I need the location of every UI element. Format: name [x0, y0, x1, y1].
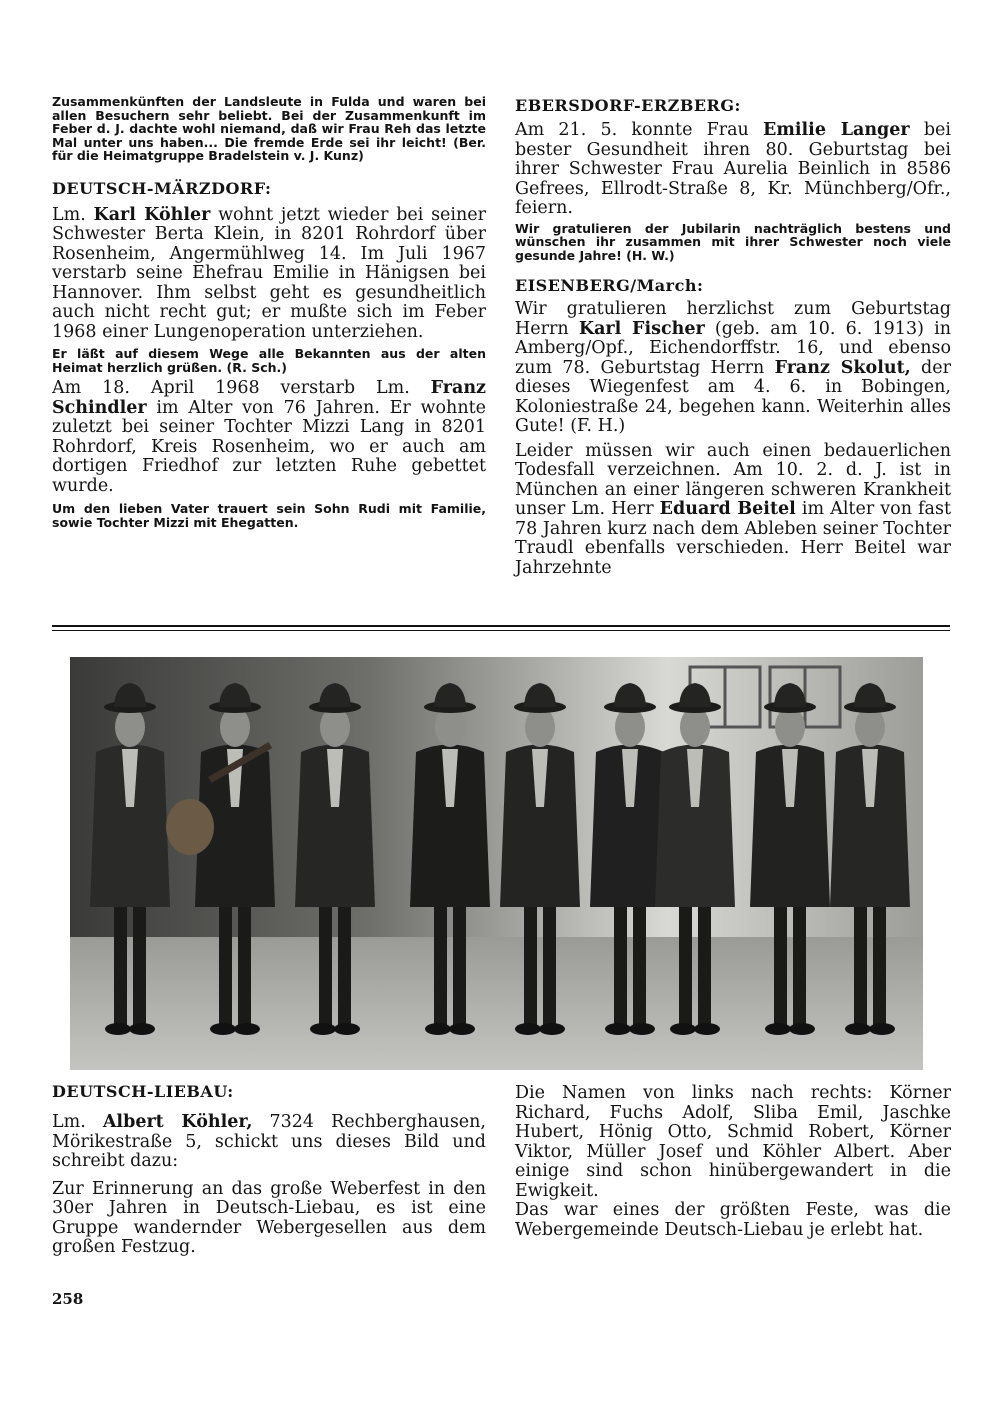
- liebau-paragraph-2: Zur Erinnerung an das große Weberfest in den 30er Jahren in Deutsch-Liebau, es ist eine Gruppe wandernder Webergesellen aus dem großen Festzug.: [52, 1178, 486, 1257]
- section-divider: [52, 625, 950, 627]
- name-karl-koehler: Karl Köhler: [93, 204, 211, 225]
- heading-deutsch-liebau: DEUTSCH-LIEBAU:: [52, 1082, 234, 1101]
- heading-eisenberg-march: EISENBERG/March:: [515, 276, 704, 295]
- name-franz-skolut: Franz Skolut,: [774, 357, 911, 378]
- left-top-column: [52, 95, 486, 529]
- section-divider-thin: [52, 630, 950, 631]
- ebersdorf-paragraph-2: Wir gratulieren der Jubilarin nachträglich bestens und wünschen ihr zusammen mit ihrer Schwester noch viele gesunde Jahre! (H. W.): [515, 220, 951, 263]
- eisenberg-paragraph-2: Leider müssen wir auch einen bedauerlichen Todesfall verzeichnen. Am 10. 2. d. J. ist in München an einer längeren schweren Krankheit unser Lm. Herr Eduard Beitel im Alter von fast 78 Jahren kurz nach dem Ableben seiner Tochter Traudl ebenfalls verschieden. Herr Beitel war Jahrzehnte: [515, 440, 951, 578]
- ebersdorf-paragraph-1: Am 21. 5. konnte Frau Emilie Langer bei bester Gesundheit ihren 80. Geburtstag bei ihrer Schwester Frau Aurelia Beinlich in 8586 Gefrees, Ellrodt-Straße 8, Kr. Münchberg/Ofr., feiern.: [515, 120, 952, 218]
- names-paragraph: Die Namen von links nach rechts: Körner Richard, Fuchs Adolf, Sliba Emil, Jaschke Hubert, Hönig Otto, Schmid Robert, Körner Viktor, Müller Josef und Köhler Albert. Aber einige sind schon hinübergewandert in die Ewigkeit.: [515, 1083, 951, 1201]
- eisenberg-paragraph-1: Wir gratulieren herzlichst zum Geburtstag Herrn Karl Fischer (geb. am 10. 6. 1913) in Amberg/Opf., Eichendorffstr. 16, und ebenso zum 78. Geburtstag Herrn Franz Skolut, der dieses Wiegenfest am 4. 6. in Bobingen, Koloniestraße 24, begehen kann. Weiterhin alles Gute! (F. H.): [515, 299, 952, 436]
- festival-paragraph: Das war eines der größten Feste, was die Webergemeinde Deutsch-Liebau je erlebt hat.: [515, 1200, 951, 1240]
- heading-ebersdorf-erzberg: EBERSDORF-ERZBERG:: [515, 96, 741, 115]
- right-bottom-column: [515, 1084, 951, 1240]
- group-photo: [70, 657, 923, 1070]
- intro-paragraph: Zusammenkünften der Landsleute in Fulda und waren bei allen Besuchern sehr beliebt. Bei der Zusammenkunft im Feber d. J. dachte wohl niemand, daß wir Frau Reh das letzte Mal unter uns haben... Die fremde Erde sei ihr leicht! (Ber. für die Heimatgruppe Bradelstein v. J. Kunz): [52, 94, 486, 163]
- left-bottom-column: [52, 1082, 486, 1258]
- maerzdorf-paragraph-3: Am 18. April 1968 verstarb Lm. Franz Schindler im Alter von 76 Jahren. Er wohnte zuletzt bei seiner Tochter Mizzi Lang in 8201 Rohrdorf, Kreis Rosenheim, wo er auch am dortigen Friedhof zur letzten Ruhe gebettet wurde.: [52, 378, 486, 496]
- name-karl-fischer: Karl Fischer: [578, 318, 705, 339]
- maerzdorf-paragraph-2: Er läßt auf diesem Wege alle Bekannten aus der alten Heimat herzlich grüßen. (R. Sch.): [52, 346, 486, 375]
- group-photo-illustration: [70, 657, 923, 1070]
- right-top-column: [515, 96, 951, 578]
- name-emilie-langer: Emilie Langer: [763, 120, 910, 140]
- page-number: 258: [52, 1290, 84, 1308]
- maerzdorf-paragraph-4: Um den lieben Vater trauert sein Sohn Rudi mit Familie, sowie Tochter Mizzi mit Ehegatten.: [52, 501, 486, 530]
- liebau-paragraph-1: Lm. Albert Köhler, 7324 Rechberghausen, Mörikestraße 5, schickt uns dieses Bild und schreibt dazu:: [52, 1112, 486, 1171]
- name-albert-koehler: Albert Köhler,: [102, 1112, 253, 1132]
- heading-deutsch-maerzdorf: DEUTSCH-MÄRZDORF:: [52, 178, 272, 198]
- maerzdorf-paragraph-1: Lm. Karl Köhler wohnt jetzt wieder bei seiner Schwester Berta Klein, in 8201 Rohrdorf über Rosenheim, Angermühlweg 14. Im Juli 1967 verstarb seine Ehefrau Emilie in Hänigsen bei Hannover. Ihm selbst geht es gesundheitlich auch nicht recht gut; er mußte sich im Feber 1968 einer Lungenoperation unterziehen.: [52, 204, 486, 342]
- name-eduard-beitel: Eduard Beitel: [659, 499, 796, 519]
- name-franz-schindler: Franz Schindler: [52, 378, 486, 418]
